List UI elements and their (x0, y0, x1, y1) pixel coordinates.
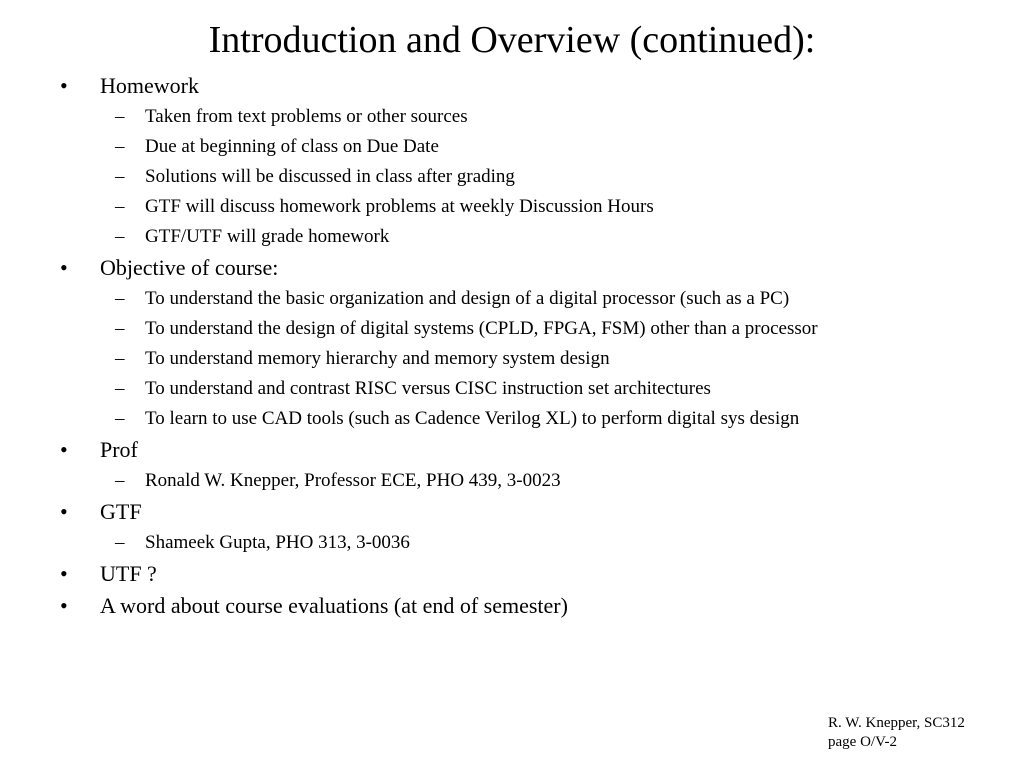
sub-item (0, 314, 1024, 344)
sub-item-text: To understand and contrast RISC versus CISC instruction set architectures (145, 378, 711, 399)
sub-item-text: To learn to use CAD tools (such as Cadence Verilog XL) to perform digital sys design (145, 408, 800, 429)
sub-item (0, 284, 1024, 314)
dash-marker: – (115, 106, 125, 127)
slide-title: Introduction and Overview (continued): (208, 19, 816, 61)
dash-marker: – (115, 318, 125, 339)
bullet-marker: • (60, 593, 68, 618)
bullet-marker: • (60, 561, 68, 586)
dash-marker: – (115, 136, 125, 157)
sub-item (0, 374, 1024, 404)
bullet-marker: • (60, 73, 68, 98)
sub-item-text: To understand the basic organization and design of a digital processor (such as a PC) (145, 288, 790, 309)
dash-marker: – (115, 288, 125, 309)
footer-page-number: page O/V-2 (828, 734, 898, 750)
dash-marker: – (115, 378, 125, 399)
dash-marker: – (115, 408, 125, 429)
bullet-marker: • (60, 437, 68, 462)
sub-item (0, 102, 1024, 132)
sub-item-text: To understand memory hierarchy and memory system design (145, 348, 610, 369)
dash-marker: – (115, 532, 125, 553)
sub-item (0, 528, 1024, 558)
sub-item (0, 162, 1024, 192)
slide-footer (828, 714, 965, 752)
bullet-utf (0, 558, 1024, 590)
bullet-objective (0, 252, 1024, 284)
bullet-gtf (0, 496, 1024, 528)
sub-item-text: Due at beginning of class on Due Date (145, 136, 439, 157)
bullet-homework (0, 70, 1024, 102)
sub-item-text: Shameek Gupta, PHO 313, 3-0036 (145, 532, 410, 553)
bullet-label: Objective of course: (100, 255, 279, 280)
sub-item (0, 192, 1024, 222)
sub-item-text: Ronald W. Knepper, Professor ECE, PHO 439, 3-0023 (145, 470, 561, 491)
sub-item-text: Solutions will be discussed in class after grading (145, 166, 515, 187)
sub-item (0, 222, 1024, 252)
bullet-prof (0, 434, 1024, 466)
sub-item-text: To understand the design of digital systems (CPLD, FPGA, FSM) other than a processor (145, 318, 818, 339)
dash-marker: – (115, 348, 125, 369)
footer-author: R. W. Knepper, SC312 (828, 715, 965, 731)
bullet-course-evaluations (0, 590, 1024, 622)
dash-marker: – (115, 196, 125, 217)
dash-marker: – (115, 226, 125, 247)
sub-item-text: GTF/UTF will grade homework (145, 226, 390, 247)
sub-item (0, 344, 1024, 374)
sub-item (0, 404, 1024, 434)
bullet-label: GTF (100, 499, 142, 524)
bullet-label: Prof (100, 437, 138, 462)
dash-marker: – (115, 470, 125, 491)
bullet-label: UTF ? (100, 561, 157, 586)
bullet-label: Homework (100, 73, 199, 98)
slide-body (0, 70, 1024, 622)
sub-item (0, 466, 1024, 496)
sub-item (0, 132, 1024, 162)
bullet-marker: • (60, 499, 68, 524)
bullet-label: A word about course evaluations (at end of semester) (100, 593, 568, 618)
dash-marker: – (115, 166, 125, 187)
sub-item-text: Taken from text problems or other sources (145, 106, 468, 127)
sub-item-text: GTF will discuss homework problems at weekly Discussion Hours (145, 196, 654, 217)
bullet-marker: • (60, 255, 68, 280)
